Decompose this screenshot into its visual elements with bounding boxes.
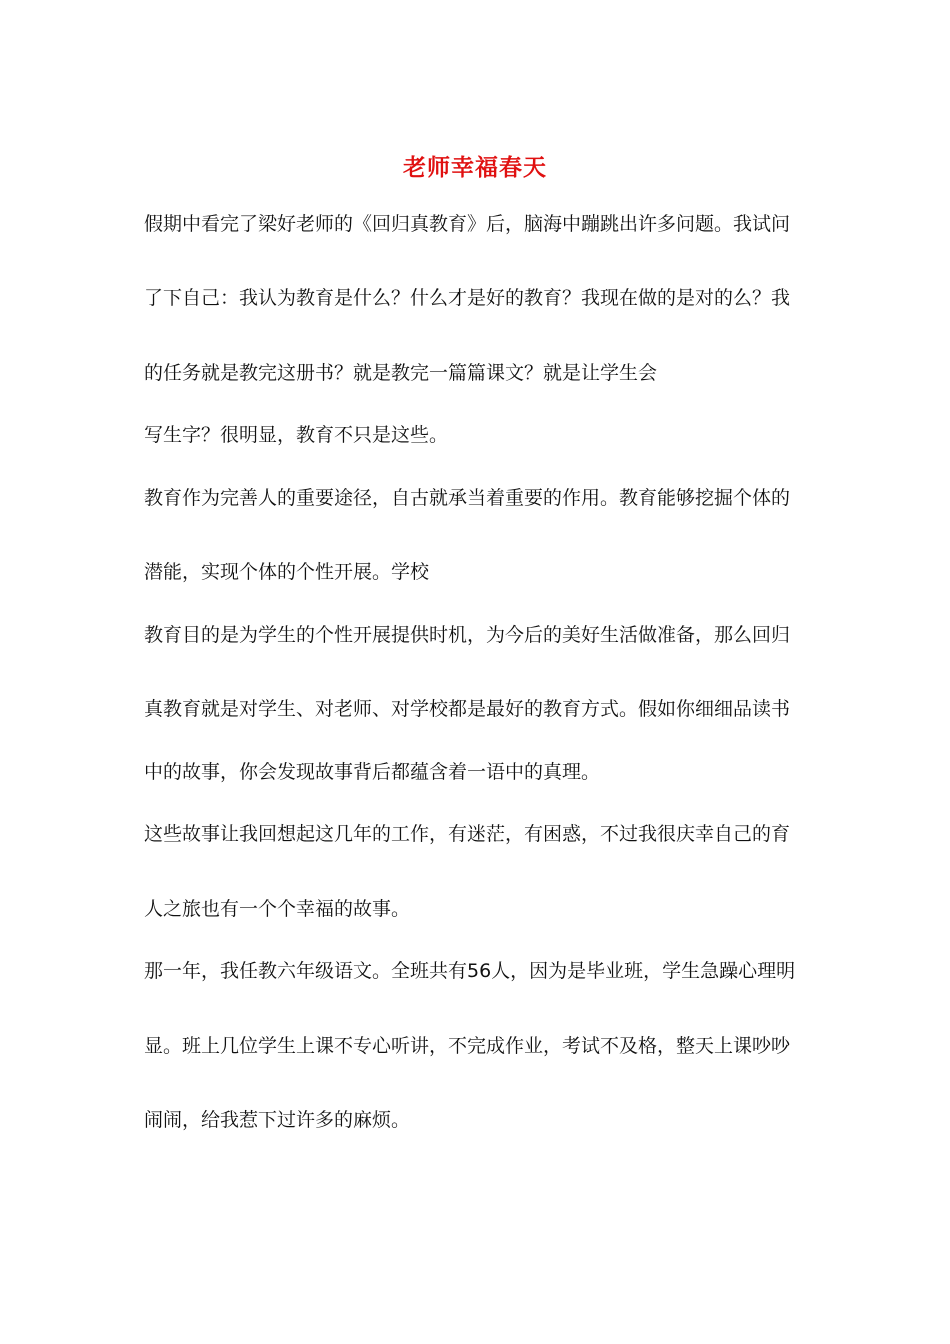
text-line: 人之旅也有一个个幸福的故事。 (144, 898, 411, 920)
text-line: 了下自己：我认为教育是什么？什么才是好的教育？我现在做的是对的么？我 (144, 287, 791, 309)
text-line: 写生字？很明显，教育不只是这些。 (144, 424, 449, 446)
text-line: 教育作为完善人的重要途径，自古就承当着重要的作用。教育能够挖掘个体的 (144, 487, 791, 509)
text-line: 的任务就是教完这册书？就是教完一篇篇课文？就是让学生会 (144, 362, 658, 384)
text-line: 潜能，实现个体的个性开展。学校 (144, 561, 430, 583)
text-line: 显。班上几位学生上课不专心听讲，不完成作业，考试不及格，整天上课吵吵 (144, 1035, 791, 1057)
text-line: 那一年，我任教六年级语文。全班共有56人，因为是毕业班，学生急躁心理明 (144, 960, 796, 982)
text-line: 这些故事让我回想起这几年的工作，有迷茫，有困惑，不过我很庆幸自己的育 (144, 823, 791, 845)
text-line: 假期中看完了梁好老师的《回归真教育》后，脑海中蹦跳出许多问题。我试问 (144, 213, 791, 235)
document-title: 老师幸福春天 (403, 154, 547, 181)
text-line: 中的故事，你会发现故事背后都蕴含着一语中的真理。 (144, 761, 601, 783)
text-line: 教育目的是为学生的个性开展提供时机，为今后的美好生活做准备，那么回归 (144, 624, 791, 646)
text-line: 真教育就是对学生、对老师、对学校都是最好的教育方式。假如你细细品读书 (144, 698, 791, 720)
text-line: 闹闹，给我惹下过许多的麻烦。 (144, 1109, 411, 1131)
